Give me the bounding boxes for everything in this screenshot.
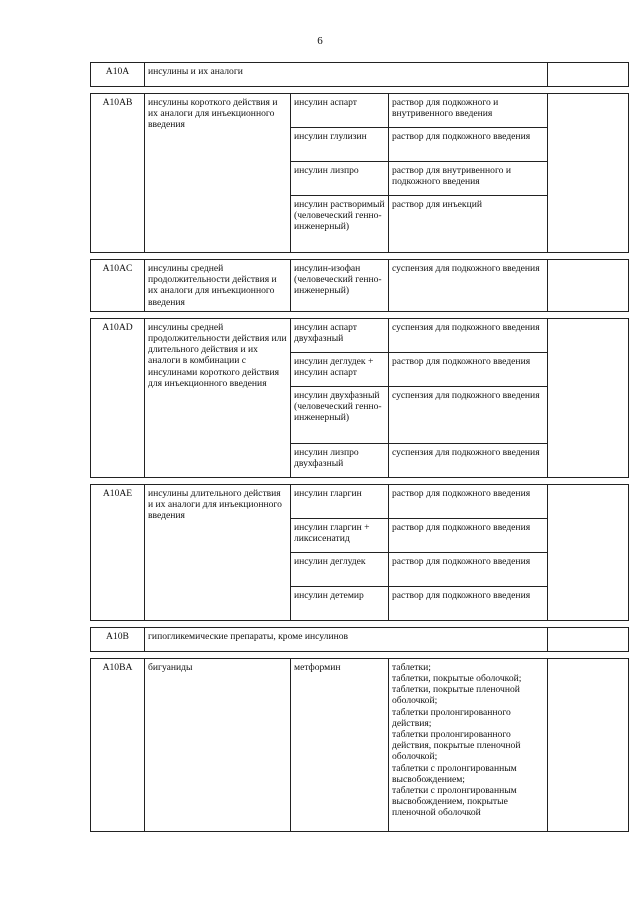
drug-name: инсулин лизпро [291, 162, 389, 196]
empty-cell [548, 484, 629, 620]
table-row [91, 484, 629, 518]
drug-table [90, 62, 629, 832]
group-name: гипогликемические препараты, кроме инсулинов [145, 627, 548, 651]
drug-name: инсулин двухфазный (человеческий генно-инженерный) [291, 386, 389, 443]
page-number: 6 [317, 35, 323, 47]
atc-code: A10AD [91, 318, 145, 477]
gap [91, 253, 629, 260]
empty-cell [548, 94, 629, 253]
drug-name: инсулин аспарт [291, 94, 389, 128]
table-row [91, 318, 629, 352]
atc-code: A10AC [91, 260, 145, 312]
gap [91, 620, 629, 627]
dosage-form: суспензия для подкожного введения [389, 260, 548, 312]
group-name: бигуаниды [145, 658, 291, 831]
drug-name: инсулин гларгин [291, 484, 389, 518]
dosage-form: раствор для подкожного введения [389, 352, 548, 386]
drug-name: инсулин деглудек [291, 552, 389, 586]
dosage-form: раствор для подкожного введения [389, 128, 548, 162]
atc-code: A10BA [91, 658, 145, 831]
gap [91, 651, 629, 658]
empty-cell [548, 63, 629, 87]
dosage-form: раствор для подкожного введения [389, 484, 548, 518]
dosage-form: суспензия для подкожного введения [389, 443, 548, 477]
dosage-form: суспензия для подкожного введения [389, 386, 548, 443]
dosage-form: раствор для инъекций [389, 196, 548, 253]
atc-code: A10AE [91, 484, 145, 620]
group-name: инсулины средней продолжительности действия или длительного действия и их аналоги в комбинации с инсулинами короткого действия для инъекционного введения [145, 318, 291, 477]
gap [91, 87, 629, 94]
drug-name: инсулин лизпро двухфазный [291, 443, 389, 477]
dosage-form: раствор для подкожного введения [389, 552, 548, 586]
table-row [91, 260, 629, 312]
drug-name: инсулин растворимый (человеческий генно-инженерный) [291, 196, 389, 253]
group-row [91, 627, 629, 651]
table-row [91, 94, 629, 128]
group-name: инсулины средней продолжительности действия и их аналоги для инъекционного введения [145, 260, 291, 312]
atc-code: A10AB [91, 94, 145, 253]
empty-cell [548, 318, 629, 477]
drug-name: инсулин гларгин + ликсисенатид [291, 518, 389, 552]
group-name: инсулины короткого действия и их аналоги для инъекционного введения [145, 94, 291, 253]
drug-name: инсулин-изофан (человеческий генно-инженерный) [291, 260, 389, 312]
dosage-form: раствор для подкожного введения [389, 518, 548, 552]
gap [91, 477, 629, 484]
dosage-form: раствор для подкожного и внутривенного введения [389, 94, 548, 128]
drug-name: инсулин детемир [291, 586, 389, 620]
gap [91, 311, 629, 318]
empty-cell [548, 260, 629, 312]
drug-name: метформин [291, 658, 389, 831]
dosage-form: суспензия для подкожного введения [389, 318, 548, 352]
empty-cell [548, 658, 629, 831]
dosage-form: таблетки; таблетки, покрытые оболочкой; таблетки, покрытые пленочной оболочкой; таблетки пролонгированного действия; таблетки пролонгированного действия, покрытые пленочной оболочкой; таблетки с пролонгированным высвобождением; таблетки с пролонгированным высвобождением, покрытые пленочной оболочкой [389, 658, 548, 831]
dosage-form: раствор для внутривенного и подкожного введения [389, 162, 548, 196]
drug-name: инсулин аспарт двухфазный [291, 318, 389, 352]
atc-code: A10A [91, 63, 145, 87]
group-name: инсулины и их аналоги [145, 63, 548, 87]
dosage-form: раствор для подкожного введения [389, 586, 548, 620]
atc-code: A10B [91, 627, 145, 651]
table-row [91, 658, 629, 831]
empty-cell [548, 627, 629, 651]
drug-name: инсулин глулизин [291, 128, 389, 162]
group-row [91, 63, 629, 87]
drug-name: инсулин деглудек + инсулин аспарт [291, 352, 389, 386]
group-name: инсулины длительного действия и их аналоги для инъекционного введения [145, 484, 291, 620]
